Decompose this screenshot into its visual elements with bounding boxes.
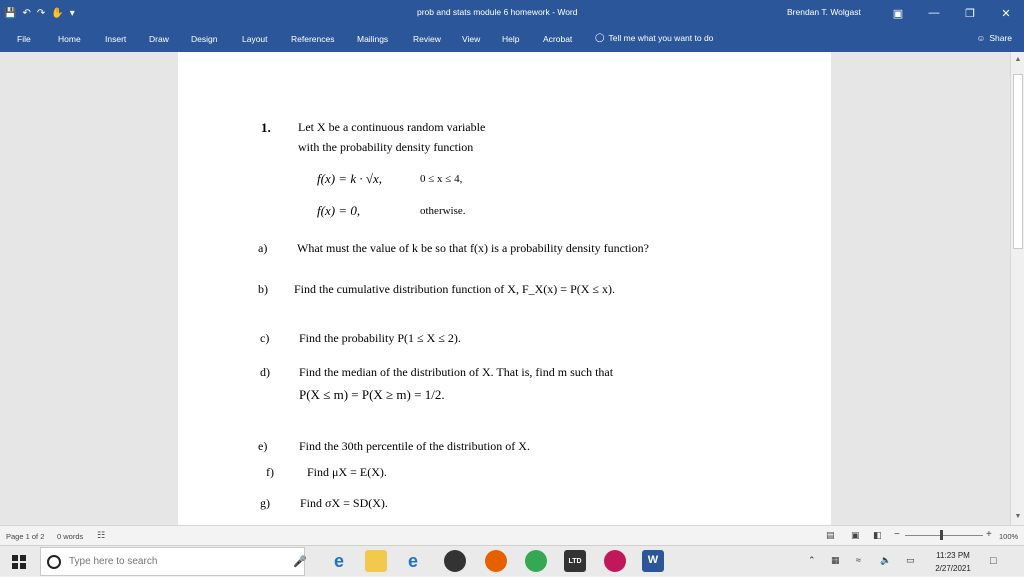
word-taskbar-icon[interactable]: W	[642, 550, 664, 572]
touch-mode-icon[interactable]: ✋	[51, 7, 64, 19]
web-layout-icon[interactable]: ◧	[873, 530, 882, 540]
part-text: Find the cumulative distribution function of X, F_X(x) = P(X ≤ x).	[294, 282, 615, 296]
status-bar	[0, 525, 1024, 545]
print-layout-icon[interactable]: ▣	[851, 530, 860, 540]
part-text-continued: P(X ≤ m) = P(X ≥ m) = 1/2.	[299, 387, 445, 402]
taskbar-search[interactable]	[40, 547, 305, 576]
scroll-up-icon[interactable]: ▲	[1014, 56, 1022, 63]
microphone-icon[interactable]: 🎤	[293, 555, 307, 568]
tab-view[interactable]: View	[462, 34, 481, 44]
part-label: f)	[266, 465, 274, 479]
battery-icon[interactable]: ▭	[906, 555, 915, 565]
tab-help[interactable]: Help	[502, 34, 520, 44]
chrome-icon[interactable]	[525, 550, 547, 572]
share-button[interactable]	[977, 33, 1012, 43]
customize-qat-icon[interactable]: ▾	[69, 7, 75, 19]
tab-draw[interactable]: Draw	[149, 34, 169, 44]
pdf-formula-2: f(x) = 0,	[317, 203, 361, 218]
scroll-thumb[interactable]	[1013, 74, 1023, 249]
tab-acrobat[interactable]: Acrobat	[543, 34, 573, 44]
page-count[interactable]: Page 1 of 2	[6, 532, 45, 541]
part-text: Find the probability P(1 ≤ X ≤ 2).	[299, 331, 461, 345]
tab-layout[interactable]: Layout	[242, 34, 268, 44]
save-icon[interactable]: 💾	[4, 7, 17, 19]
edge-icon[interactable]: e	[333, 550, 344, 571]
tab-home[interactable]: Home	[58, 34, 81, 44]
word-count[interactable]: 0 words	[57, 532, 84, 541]
part-text: Find σX = SD(X).	[300, 496, 388, 510]
clock-time: 11:23 PM	[936, 551, 970, 560]
document-title: prob and stats module 6 homework - Word	[417, 7, 578, 17]
ribbon-display-icon[interactable]: ▣	[892, 7, 904, 20]
part-label: c)	[260, 331, 270, 345]
tab-mailings[interactable]: Mailings	[357, 34, 389, 44]
clock-date: 2/27/2021	[935, 564, 971, 573]
cortana-icon	[47, 555, 61, 569]
zoom-slider[interactable]	[905, 535, 983, 536]
tab-file[interactable]: File	[17, 34, 31, 44]
tell-me-label: Tell me what you want to do	[608, 32, 714, 43]
tab-references[interactable]: References	[291, 34, 335, 44]
redo-icon[interactable]: ↷	[36, 7, 46, 19]
pdf-formula-1: f(x) = k · √x,	[317, 171, 382, 186]
tab-review[interactable]: Review	[413, 34, 441, 44]
undo-icon[interactable]: ↶	[22, 7, 31, 19]
quick-access-toolbar	[4, 0, 75, 26]
media-app-icon[interactable]	[604, 550, 626, 572]
pdf-range-1: 0 ≤ x ≤ 4,	[420, 173, 463, 185]
internet-explorer-icon[interactable]: e	[407, 550, 418, 571]
wifi-icon[interactable]: ≈	[856, 555, 861, 565]
tray-app-icon[interactable]: ▦	[831, 555, 840, 565]
pdf-range-2: otherwise.	[420, 205, 466, 217]
firefox-icon[interactable]	[485, 550, 507, 572]
notifications-icon[interactable]: □	[990, 555, 997, 567]
document-area[interactable]	[0, 52, 1010, 525]
part-label: a)	[258, 241, 268, 255]
part-text: Find μX = E(X).	[307, 465, 387, 479]
part-label: e)	[258, 439, 268, 453]
part-text: Find the 30th percentile of the distribution of X.	[299, 439, 530, 453]
search-input[interactable]	[69, 556, 269, 567]
share-label: Share	[989, 33, 1012, 43]
windows-start-icon[interactable]	[0, 546, 38, 577]
person-icon: ☺	[976, 33, 986, 43]
account-name[interactable]: Brendan T. Wolgast	[787, 7, 861, 17]
scroll-down-icon[interactable]: ▼	[1014, 513, 1022, 520]
part-label: d)	[260, 365, 270, 379]
zoom-level[interactable]: 100%	[999, 532, 1019, 541]
restore-icon[interactable]: ❐	[965, 7, 975, 20]
part-label: g)	[260, 496, 270, 510]
zoom-out-icon[interactable]: −	[894, 529, 900, 540]
zoom-slider-thumb[interactable]	[940, 530, 943, 540]
tell-me-box[interactable]	[595, 32, 713, 43]
file-explorer-icon[interactable]	[365, 550, 387, 572]
tab-design[interactable]: Design	[191, 34, 218, 44]
part-label: b)	[258, 282, 268, 296]
taskbar	[0, 545, 1024, 576]
problem-number: 1.	[261, 120, 271, 135]
taskbar-clock[interactable]	[928, 549, 978, 575]
part-text: Find the median of the distribution of X. That is, find m such that	[299, 365, 614, 379]
minimize-icon[interactable]: —	[928, 7, 940, 19]
proofing-icon[interactable]: ☷	[97, 530, 106, 540]
show-hidden-icons-icon[interactable]: ⌃	[808, 555, 816, 565]
zoom-in-icon[interactable]: +	[986, 529, 992, 540]
app-icon[interactable]	[444, 550, 466, 572]
document-page[interactable]	[178, 52, 831, 525]
lightbulb-icon: ◯	[595, 32, 605, 42]
part-text: What must the value of k be so that f(x) is a probability density function?	[297, 241, 649, 255]
vertical-scrollbar[interactable]	[1010, 52, 1024, 525]
title-bar	[0, 0, 1024, 26]
window-controls	[880, 0, 1024, 26]
close-icon[interactable]: ✕	[1001, 7, 1011, 20]
volume-icon[interactable]: 🔈	[880, 555, 892, 565]
ltd-app-icon[interactable]: LTD	[564, 550, 586, 572]
intro-line-1: Let X be a continuous random variable	[298, 120, 486, 134]
ribbon-tabs	[0, 26, 1024, 52]
tab-insert[interactable]: Insert	[105, 34, 127, 44]
read-mode-icon[interactable]: ▤	[826, 530, 835, 540]
intro-line-2: with the probability density function	[298, 140, 474, 154]
